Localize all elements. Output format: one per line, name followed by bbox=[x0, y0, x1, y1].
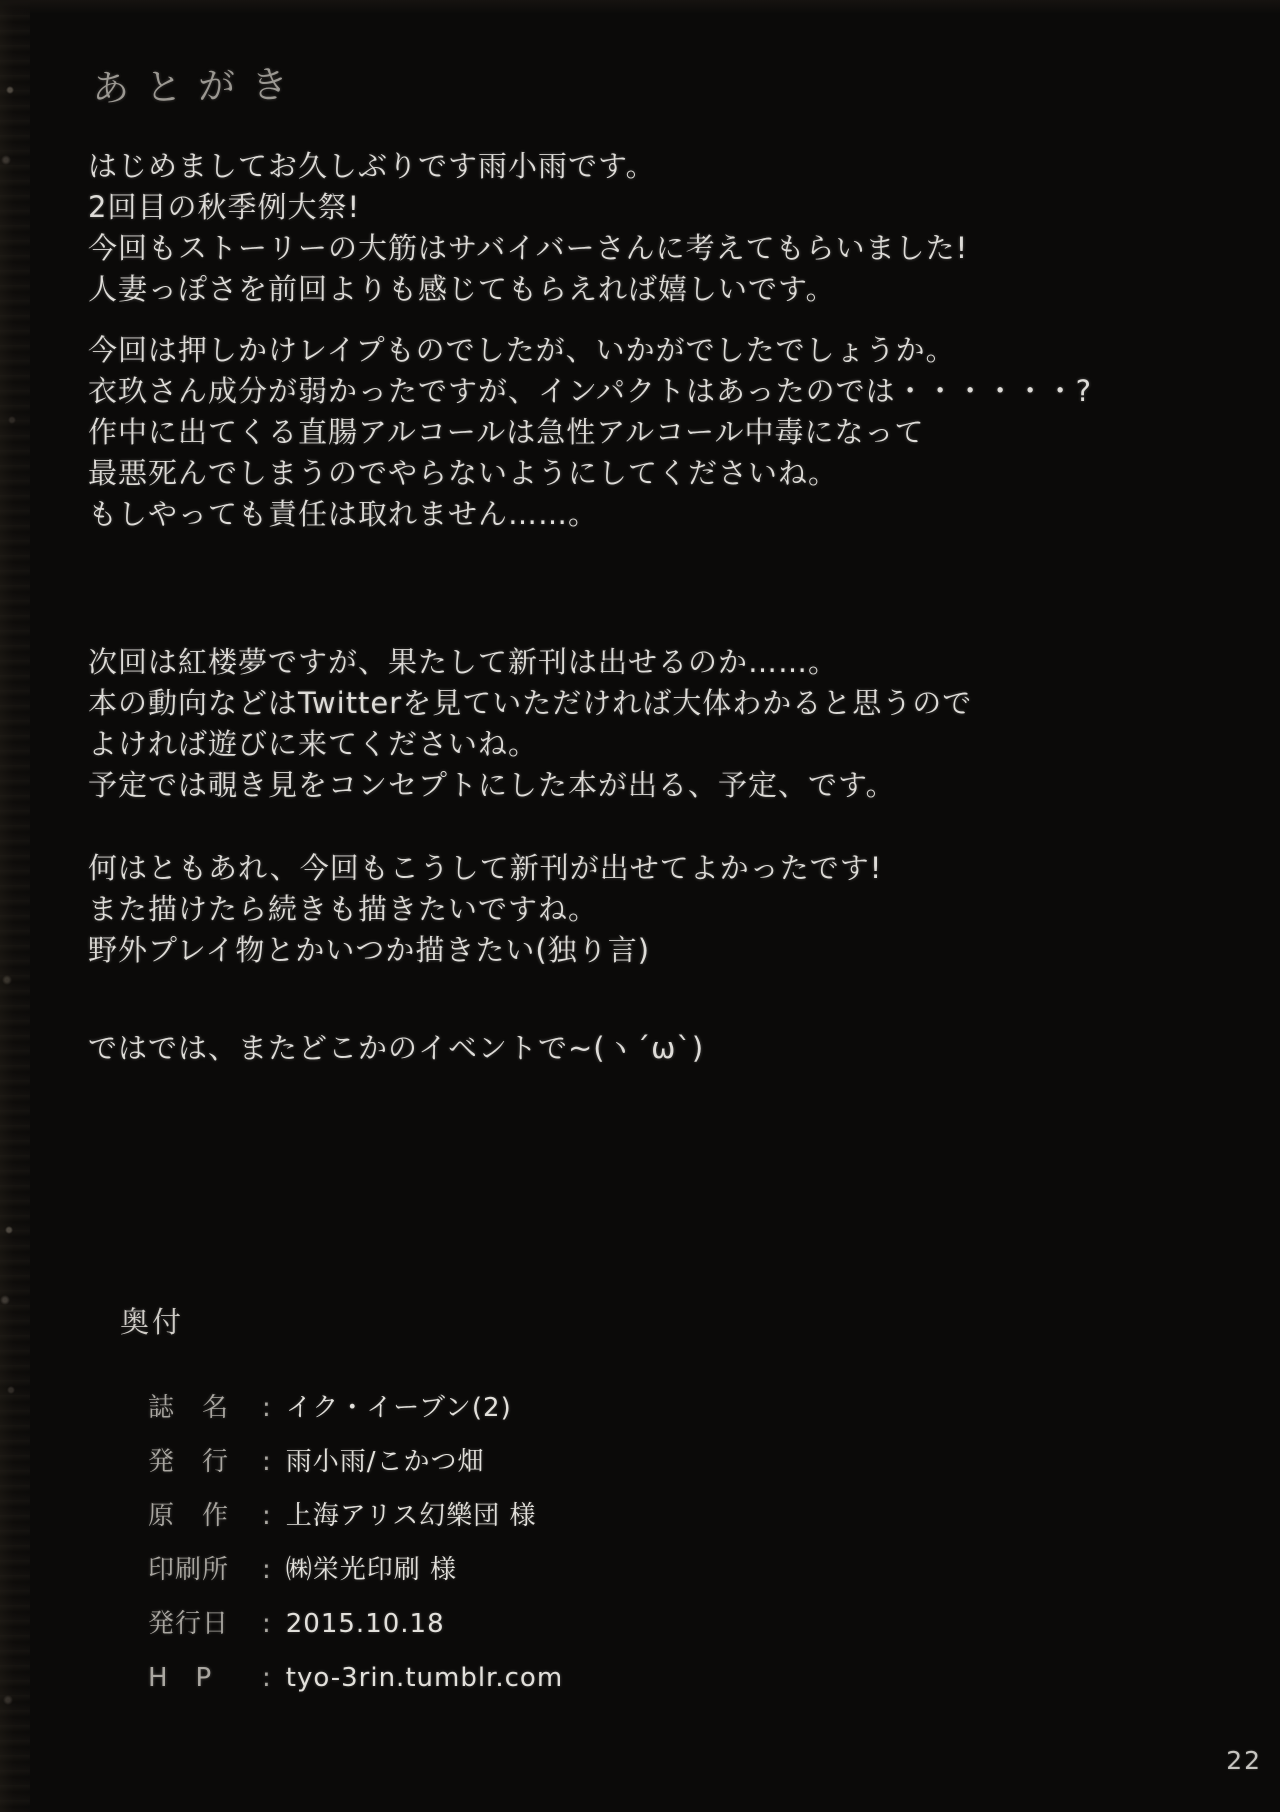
afterword-line: はじめましてお久しぶりです雨小雨です。 bbox=[88, 149, 656, 183]
colophon-separator: : bbox=[262, 1501, 272, 1531]
afterword-line: 最悪死んでしまうのでやらないようにしてくださいね。 bbox=[88, 456, 839, 490]
colophon-label: H P bbox=[148, 1663, 213, 1693]
afterword-line: 何はともあれ、今回もこうして新刊が出せてよかったです! bbox=[88, 851, 883, 885]
afterword-line: 本の動向などはTwitterを見ていただければ大体わかると思うので bbox=[88, 686, 973, 720]
colophon-row-date bbox=[148, 1603, 563, 1640]
colophon-row-original bbox=[148, 1495, 563, 1532]
colophon-separator: : bbox=[262, 1393, 272, 1423]
page-number: 22 bbox=[1226, 1746, 1262, 1775]
afterword-line: よければ遊びに来てくださいね。 bbox=[88, 727, 539, 761]
colophon-value: 上海アリス幻樂団 様 bbox=[285, 1501, 537, 1531]
colophon-value: ㈱栄光印刷 様 bbox=[285, 1555, 458, 1585]
afterword-paragraph-4 bbox=[88, 848, 882, 971]
colophon-separator: : bbox=[262, 1447, 272, 1477]
colophon-row-homepage bbox=[148, 1657, 563, 1694]
colophon-value: 2015.10.18 bbox=[285, 1609, 445, 1639]
colophon-value: イク・イーブン(2) bbox=[285, 1393, 512, 1423]
afterword-line: 作中に出てくる直腸アルコールは急性アルコール中毒になって bbox=[88, 415, 925, 449]
afterword-paragraph-5 bbox=[88, 1028, 704, 1069]
page-title: あとがき bbox=[91, 62, 305, 111]
afterword-line: 衣玖さん成分が弱かったですが、インパクトはあったのでは・・・・・・? bbox=[88, 374, 1093, 408]
colophon-row-publisher bbox=[148, 1441, 563, 1478]
afterword-line: もしやっても責任は取れません……。 bbox=[88, 497, 599, 531]
scan-top-artifact bbox=[0, 0, 1280, 14]
colophon-heading: 奥付 bbox=[120, 1305, 185, 1339]
colophon-separator: : bbox=[262, 1609, 272, 1639]
afterword-line: 今回もストーリーの大筋はサバイバーさんに考えてもらいました! bbox=[88, 231, 969, 265]
afterword-line: ではでは、またどこかのイベントで~(ヽ´ω`) bbox=[88, 1031, 705, 1065]
afterword-paragraph-3 bbox=[88, 642, 972, 806]
colophon-label: 発行日 bbox=[148, 1609, 230, 1639]
colophon-label: 原 作 bbox=[148, 1501, 230, 1531]
afterword-line: 2回目の秋季例大祭! bbox=[88, 190, 361, 224]
afterword-paragraph-1 bbox=[88, 146, 968, 310]
afterword-line: 予定では覗き見をコンセプトにした本が出る、予定、です。 bbox=[88, 768, 896, 802]
colophon-label: 印刷所 bbox=[148, 1555, 230, 1585]
colophon-separator: : bbox=[262, 1555, 272, 1585]
colophon-value: tyo-3rin.tumblr.com bbox=[285, 1663, 564, 1693]
colophon-label: 発 行 bbox=[148, 1447, 230, 1477]
afterword-paragraph-2 bbox=[88, 330, 1092, 535]
scan-edge-artifact bbox=[0, 0, 30, 1812]
colophon-row-title bbox=[148, 1387, 563, 1424]
afterword-line: また描けたら続きも描きたいですね。 bbox=[88, 892, 599, 926]
afterword-line: 人妻っぽさを前回よりも感じてもらえれば嬉しいです。 bbox=[88, 272, 836, 306]
afterword-line: 次回は紅楼夢ですが、果たして新刊は出せるのか……。 bbox=[88, 645, 839, 679]
afterword-line: 今回は押しかけレイプものでしたが、いかがでしたでしょうか。 bbox=[88, 333, 956, 367]
colophon-label: 誌 名 bbox=[148, 1393, 230, 1423]
colophon-value: 雨小雨/こかつ畑 bbox=[285, 1447, 485, 1477]
afterword-line: 野外プレイ物とかいつか描きたい(独り言) bbox=[88, 933, 651, 967]
colophon-separator: : bbox=[262, 1663, 272, 1693]
colophon-row-printer bbox=[148, 1549, 563, 1586]
colophon-section bbox=[120, 1300, 563, 1711]
